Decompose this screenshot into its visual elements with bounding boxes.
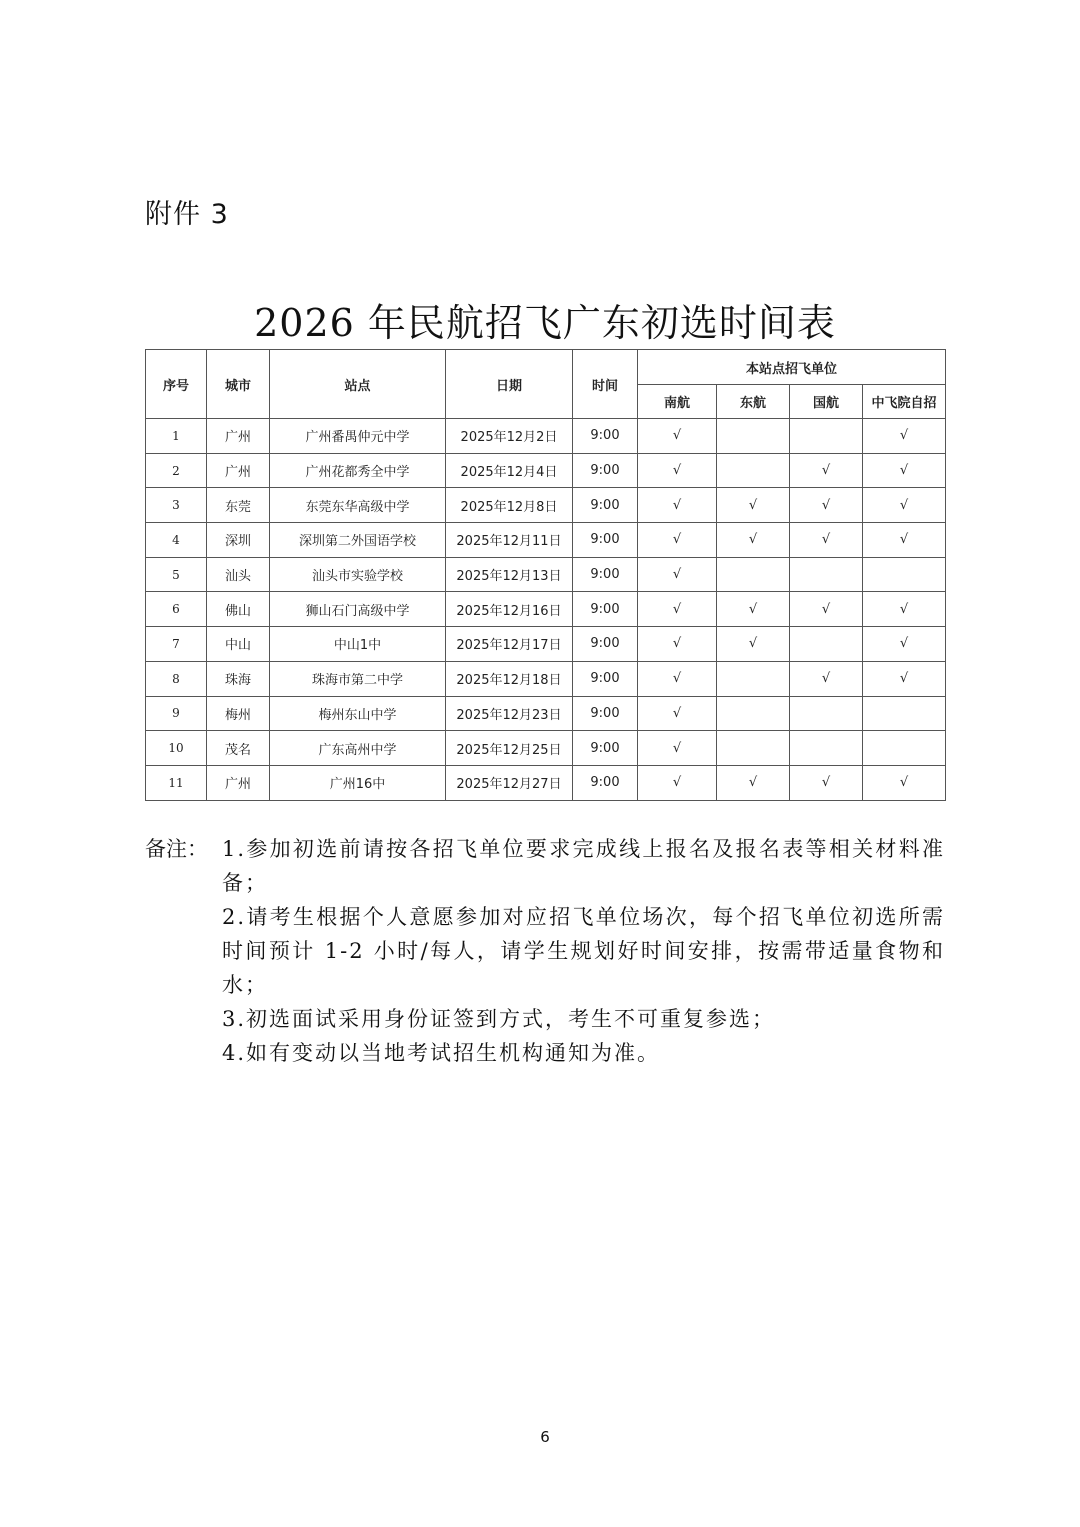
cell-city: 珠海 <box>207 661 270 696</box>
cell-mark-csa: √ <box>638 661 717 696</box>
note-text: 1.参加初选前请按各招飞单位要求完成线上报名及报名表等相关材料准备； <box>222 837 945 895</box>
note-text: 4.如有变动以当地考试招生机构通知为准。 <box>222 1041 661 1065</box>
table-row <box>146 627 946 662</box>
cell-mark-mu <box>717 696 790 731</box>
notes-label: 备注： <box>145 837 208 861</box>
page-title: 2026 年民航招飞广东初选时间表 <box>254 301 836 345</box>
cell-time: 9:00 <box>573 453 638 488</box>
cell-date: 2025年12月23日 <box>446 696 573 731</box>
cell-date: 2025年12月8日 <box>446 488 573 523</box>
cell-city: 汕头 <box>207 557 270 592</box>
cell-mark-cafuc <box>863 696 946 731</box>
cell-mark-cafuc: √ <box>863 765 946 800</box>
cell-site: 广州花都秀全中学 <box>270 453 446 488</box>
cell-mark-csa: √ <box>638 557 717 592</box>
cell-site: 广东高州中学 <box>270 731 446 766</box>
cell-mark-ca <box>790 696 863 731</box>
cell-time: 9:00 <box>573 696 638 731</box>
cell-city: 中山 <box>207 627 270 662</box>
cell-time: 9:00 <box>573 419 638 454</box>
header-unit-cafuc: 中飞院自招 <box>863 385 946 419</box>
cell-mark-ca: √ <box>790 592 863 627</box>
cell-index: 11 <box>146 765 207 800</box>
cell-site: 广州16中 <box>270 765 446 800</box>
note-text: 3.初选面试采用身份证签到方式，考生不可重复参选； <box>222 1007 776 1031</box>
cell-site: 汕头市实验学校 <box>270 557 446 592</box>
cell-index: 4 <box>146 523 207 558</box>
cell-mark-mu: √ <box>717 627 790 662</box>
cell-time: 9:00 <box>573 557 638 592</box>
cell-mark-ca: √ <box>790 661 863 696</box>
cell-city: 广州 <box>207 765 270 800</box>
header-index: 序号 <box>146 350 207 419</box>
cell-mark-ca <box>790 731 863 766</box>
cell-city: 广州 <box>207 453 270 488</box>
table-row <box>146 661 946 696</box>
cell-mark-mu <box>717 557 790 592</box>
cell-index: 6 <box>146 592 207 627</box>
cell-date: 2025年12月16日 <box>446 592 573 627</box>
notes-section <box>145 832 945 1070</box>
cell-mark-csa: √ <box>638 419 717 454</box>
table-row <box>146 731 946 766</box>
note-item <box>145 1036 945 1070</box>
cell-mark-cafuc: √ <box>863 661 946 696</box>
cell-index: 3 <box>146 488 207 523</box>
cell-mark-cafuc: √ <box>863 488 946 523</box>
cell-index: 9 <box>146 696 207 731</box>
cell-city: 东莞 <box>207 488 270 523</box>
cell-mark-ca: √ <box>790 488 863 523</box>
table-row <box>146 523 946 558</box>
cell-mark-csa: √ <box>638 453 717 488</box>
cell-site: 东莞东华高级中学 <box>270 488 446 523</box>
cell-mark-mu: √ <box>717 488 790 523</box>
note-item <box>145 832 945 900</box>
cell-city: 佛山 <box>207 592 270 627</box>
cell-mark-csa: √ <box>638 627 717 662</box>
cell-mark-csa: √ <box>638 592 717 627</box>
page-number: 6 <box>540 1428 550 1446</box>
cell-time: 9:00 <box>573 627 638 662</box>
table-row <box>146 696 946 731</box>
cell-index: 8 <box>146 661 207 696</box>
note-item <box>145 1002 945 1036</box>
cell-mark-mu <box>717 419 790 454</box>
cell-site: 珠海市第二中学 <box>270 661 446 696</box>
cell-mark-csa: √ <box>638 523 717 558</box>
cell-index: 2 <box>146 453 207 488</box>
header-time: 时间 <box>573 350 638 419</box>
cell-mark-csa: √ <box>638 488 717 523</box>
cell-mark-ca: √ <box>790 523 863 558</box>
cell-mark-cafuc: √ <box>863 627 946 662</box>
cell-index: 7 <box>146 627 207 662</box>
cell-city: 茂名 <box>207 731 270 766</box>
cell-time: 9:00 <box>573 731 638 766</box>
cell-mark-ca: √ <box>790 453 863 488</box>
attachment-label: 附件 3 <box>145 199 229 230</box>
cell-site: 梅州东山中学 <box>270 696 446 731</box>
cell-index: 10 <box>146 731 207 766</box>
schedule-table <box>145 349 946 801</box>
cell-time: 9:00 <box>573 523 638 558</box>
cell-date: 2025年12月13日 <box>446 557 573 592</box>
cell-date: 2025年12月11日 <box>446 523 573 558</box>
cell-date: 2025年12月27日 <box>446 765 573 800</box>
table-row <box>146 419 946 454</box>
cell-city: 深圳 <box>207 523 270 558</box>
cell-site: 深圳第二外国语学校 <box>270 523 446 558</box>
table-row <box>146 592 946 627</box>
table-row <box>146 557 946 592</box>
cell-time: 9:00 <box>573 592 638 627</box>
cell-mark-csa: √ <box>638 765 717 800</box>
cell-date: 2025年12月4日 <box>446 453 573 488</box>
cell-mark-ca <box>790 627 863 662</box>
header-date: 日期 <box>446 350 573 419</box>
cell-mark-cafuc <box>863 557 946 592</box>
header-unit-mu: 东航 <box>717 385 790 419</box>
cell-mark-mu: √ <box>717 592 790 627</box>
cell-date: 2025年12月2日 <box>446 419 573 454</box>
note-text: 2.请考生根据个人意愿参加对应招飞单位场次，每个招飞单位初选所需时间预计 1-2 小时/每人，请学生规划好时间安排，按需带适量食物和水； <box>222 905 945 997</box>
cell-date: 2025年12月18日 <box>446 661 573 696</box>
cell-city: 广州 <box>207 419 270 454</box>
cell-index: 5 <box>146 557 207 592</box>
cell-mark-cafuc: √ <box>863 523 946 558</box>
cell-time: 9:00 <box>573 661 638 696</box>
cell-mark-mu <box>717 731 790 766</box>
cell-mark-csa: √ <box>638 696 717 731</box>
cell-mark-mu: √ <box>717 765 790 800</box>
cell-mark-cafuc: √ <box>863 419 946 454</box>
cell-mark-csa: √ <box>638 731 717 766</box>
header-site: 站点 <box>270 350 446 419</box>
cell-mark-cafuc <box>863 731 946 766</box>
cell-mark-ca <box>790 557 863 592</box>
header-units-group: 本站点招飞单位 <box>638 350 946 385</box>
table-row <box>146 453 946 488</box>
table-row <box>146 765 946 800</box>
cell-city: 梅州 <box>207 696 270 731</box>
table-row <box>146 488 946 523</box>
cell-mark-cafuc: √ <box>863 592 946 627</box>
cell-mark-mu <box>717 453 790 488</box>
cell-time: 9:00 <box>573 765 638 800</box>
header-city: 城市 <box>207 350 270 419</box>
cell-site: 中山1中 <box>270 627 446 662</box>
cell-index: 1 <box>146 419 207 454</box>
cell-site: 广州番禺仲元中学 <box>270 419 446 454</box>
header-unit-csa: 南航 <box>638 385 717 419</box>
cell-mark-ca: √ <box>790 765 863 800</box>
cell-site: 狮山石门高级中学 <box>270 592 446 627</box>
cell-time: 9:00 <box>573 488 638 523</box>
cell-mark-ca <box>790 419 863 454</box>
cell-mark-mu <box>717 661 790 696</box>
cell-date: 2025年12月25日 <box>446 731 573 766</box>
cell-mark-mu: √ <box>717 523 790 558</box>
cell-date: 2025年12月17日 <box>446 627 573 662</box>
note-item <box>145 900 945 1002</box>
header-unit-ca: 国航 <box>790 385 863 419</box>
cell-mark-cafuc: √ <box>863 453 946 488</box>
